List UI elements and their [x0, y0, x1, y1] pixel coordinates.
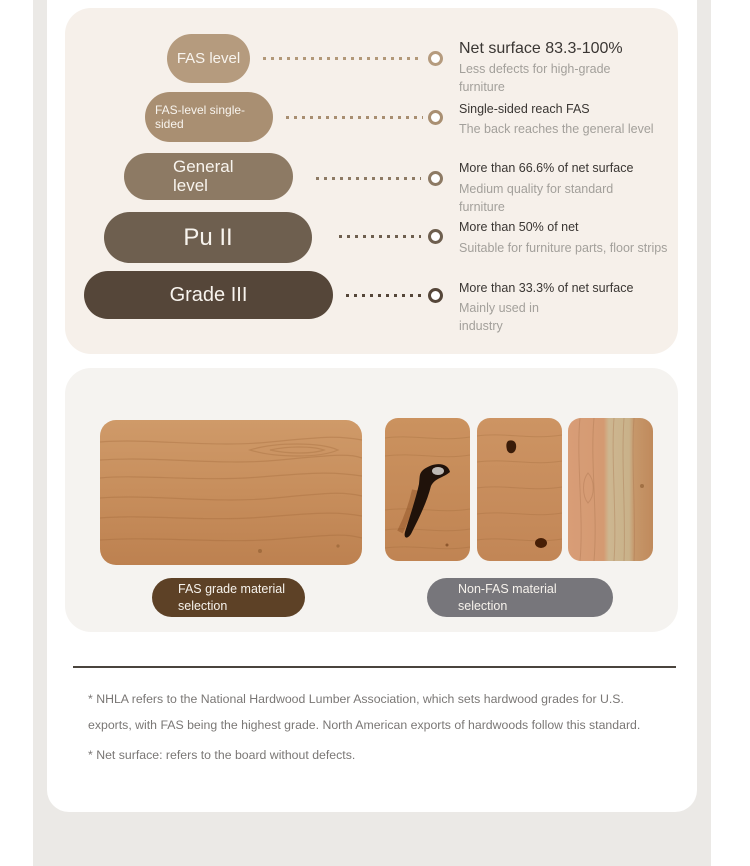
dotted-connector	[346, 294, 421, 297]
grade-pill-label: Pu II	[183, 223, 233, 251]
connector-ring-icon	[428, 229, 443, 244]
grade-description: Mainly used in industry	[459, 301, 539, 333]
grade-pill-label: FAS-level single-sided	[155, 102, 246, 131]
dotted-connector	[339, 235, 421, 238]
grade-pill-grade-iii	[84, 271, 333, 319]
dotted-connector	[286, 116, 423, 119]
grade-pill-label: General level	[173, 157, 234, 195]
connector-ring-icon	[428, 288, 443, 303]
non-fas-board-color-variation-image	[568, 418, 653, 561]
grade-pill-label: Grade III	[169, 283, 248, 306]
grade-title: Single-sided reach FAS	[459, 102, 590, 116]
grade-pill-fas-level	[167, 34, 250, 83]
footnote-net-surface: * Net surface: refers to the board without defects.	[88, 748, 356, 762]
non-fas-board-crack-image	[385, 418, 470, 561]
non-fas-board-knots-image	[477, 418, 562, 561]
fas-wood-board-image	[100, 420, 362, 565]
grade-title: More than 66.6% of net surface	[459, 161, 634, 175]
footnote-divider	[73, 666, 676, 668]
footnote-nhla: * NHLA refers to the National Hardwood Lumber Association, which sets hardwood grades for U.S. exports, with FAS being the highest grade. North American exports of hardwoods follow this standard.	[88, 692, 641, 732]
connector-ring-icon	[428, 171, 443, 186]
fas-material-pill	[152, 578, 305, 617]
grade-title: More than 33.3% of net surface	[459, 281, 634, 295]
grade-description: The back reaches the general level	[459, 122, 654, 136]
grade-pill-fas-single-sided	[145, 92, 273, 142]
non-fas-material-label: Non-FAS material selection	[458, 582, 557, 613]
wood-crack-graphic	[385, 418, 470, 561]
wood-grain-graphic	[100, 420, 362, 565]
grade-description: Suitable for furniture parts, floor strips	[459, 241, 668, 255]
grade-description: Medium quality for standard furniture	[459, 182, 614, 214]
grade-pill-general-level	[124, 153, 293, 200]
connector-ring-icon	[428, 110, 443, 125]
wood-color-variation-graphic	[568, 418, 653, 561]
dotted-connector	[316, 177, 421, 180]
grade-pill-label: FAS level	[176, 50, 241, 67]
grade-description: Less defects for high-grade furniture	[459, 62, 611, 94]
wood-knots-graphic	[477, 418, 562, 561]
non-fas-material-pill	[427, 578, 613, 617]
dotted-connector	[263, 57, 423, 60]
grade-title: More than 50% of net	[459, 220, 579, 234]
connector-ring-icon	[428, 51, 443, 66]
grade-title: Net surface 83.3-100%	[459, 40, 623, 57]
grade-pill-pu-ii	[104, 212, 312, 263]
fas-material-label: FAS grade material selection	[178, 582, 285, 613]
